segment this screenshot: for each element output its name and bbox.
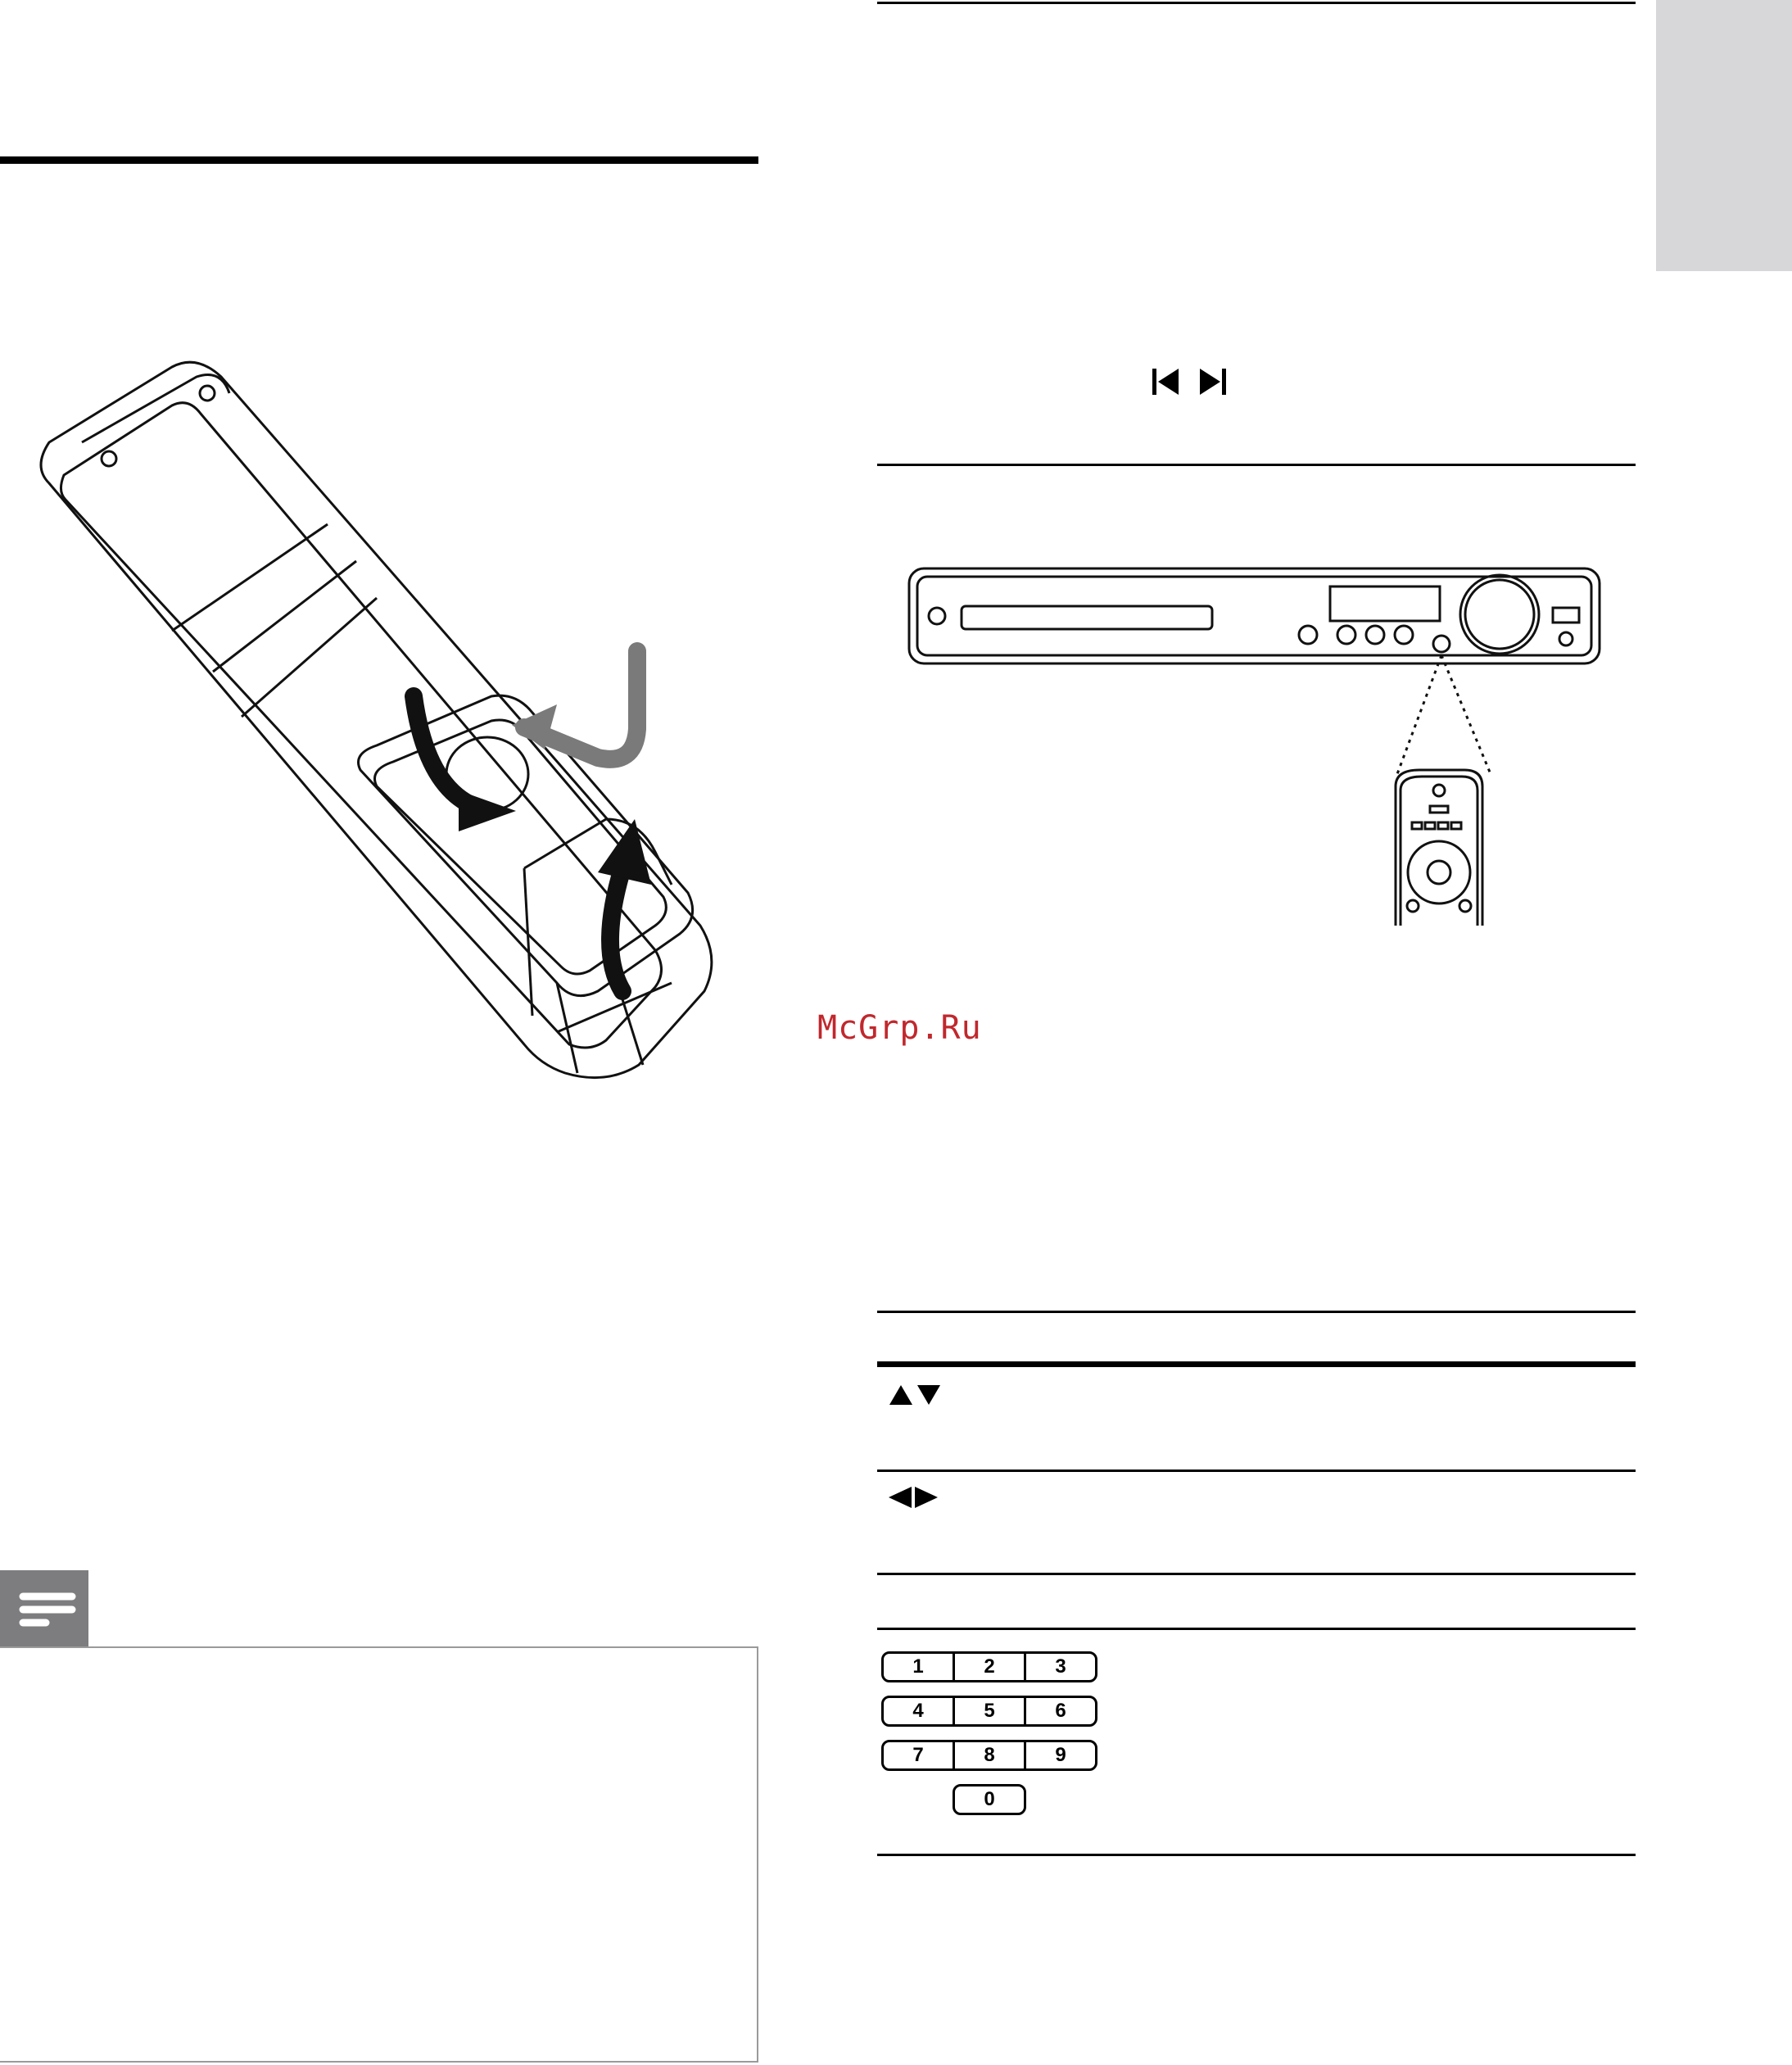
table-top-rule — [877, 1311, 1636, 1313]
table-row-rule — [877, 1628, 1636, 1630]
watermark: McGrp.Ru — [817, 1009, 982, 1047]
key-2: 2 — [955, 1654, 1026, 1680]
table-header-rule — [877, 1361, 1636, 1367]
left-right-arrows-icon — [887, 1485, 939, 1510]
key-4: 4 — [884, 1698, 955, 1724]
table-row-rule — [877, 1470, 1636, 1472]
key-1: 1 — [884, 1654, 955, 1680]
keypad-row — [881, 1696, 1097, 1727]
home-theater-illustration — [907, 565, 1604, 926]
keypad-row — [953, 1784, 1026, 1815]
key-0: 0 — [984, 1788, 995, 1810]
section-rule — [0, 156, 758, 164]
key-6: 6 — [1055, 1700, 1066, 1722]
skip-next-icon — [1198, 367, 1228, 396]
table-row-rule — [877, 1573, 1636, 1575]
note-icon — [0, 1570, 88, 1648]
table-bottom-rule — [877, 1854, 1636, 1856]
key-3: 3 — [1055, 1655, 1066, 1678]
key-8: 8 — [955, 1742, 1026, 1768]
key-5: 5 — [955, 1698, 1026, 1724]
language-tab — [1656, 0, 1792, 271]
up-down-arrows-icon — [888, 1383, 942, 1407]
keypad-row — [881, 1651, 1097, 1682]
note-header — [0, 1570, 88, 1648]
remote-battery-illustration — [33, 360, 737, 1089]
top-rule — [877, 2, 1636, 4]
keypad-row — [881, 1740, 1097, 1771]
note-box — [0, 1646, 758, 2063]
key-7: 7 — [884, 1742, 955, 1768]
section-rule-2 — [877, 464, 1636, 466]
key-9: 9 — [1055, 1744, 1066, 1766]
skip-previous-icon — [1151, 367, 1180, 396]
